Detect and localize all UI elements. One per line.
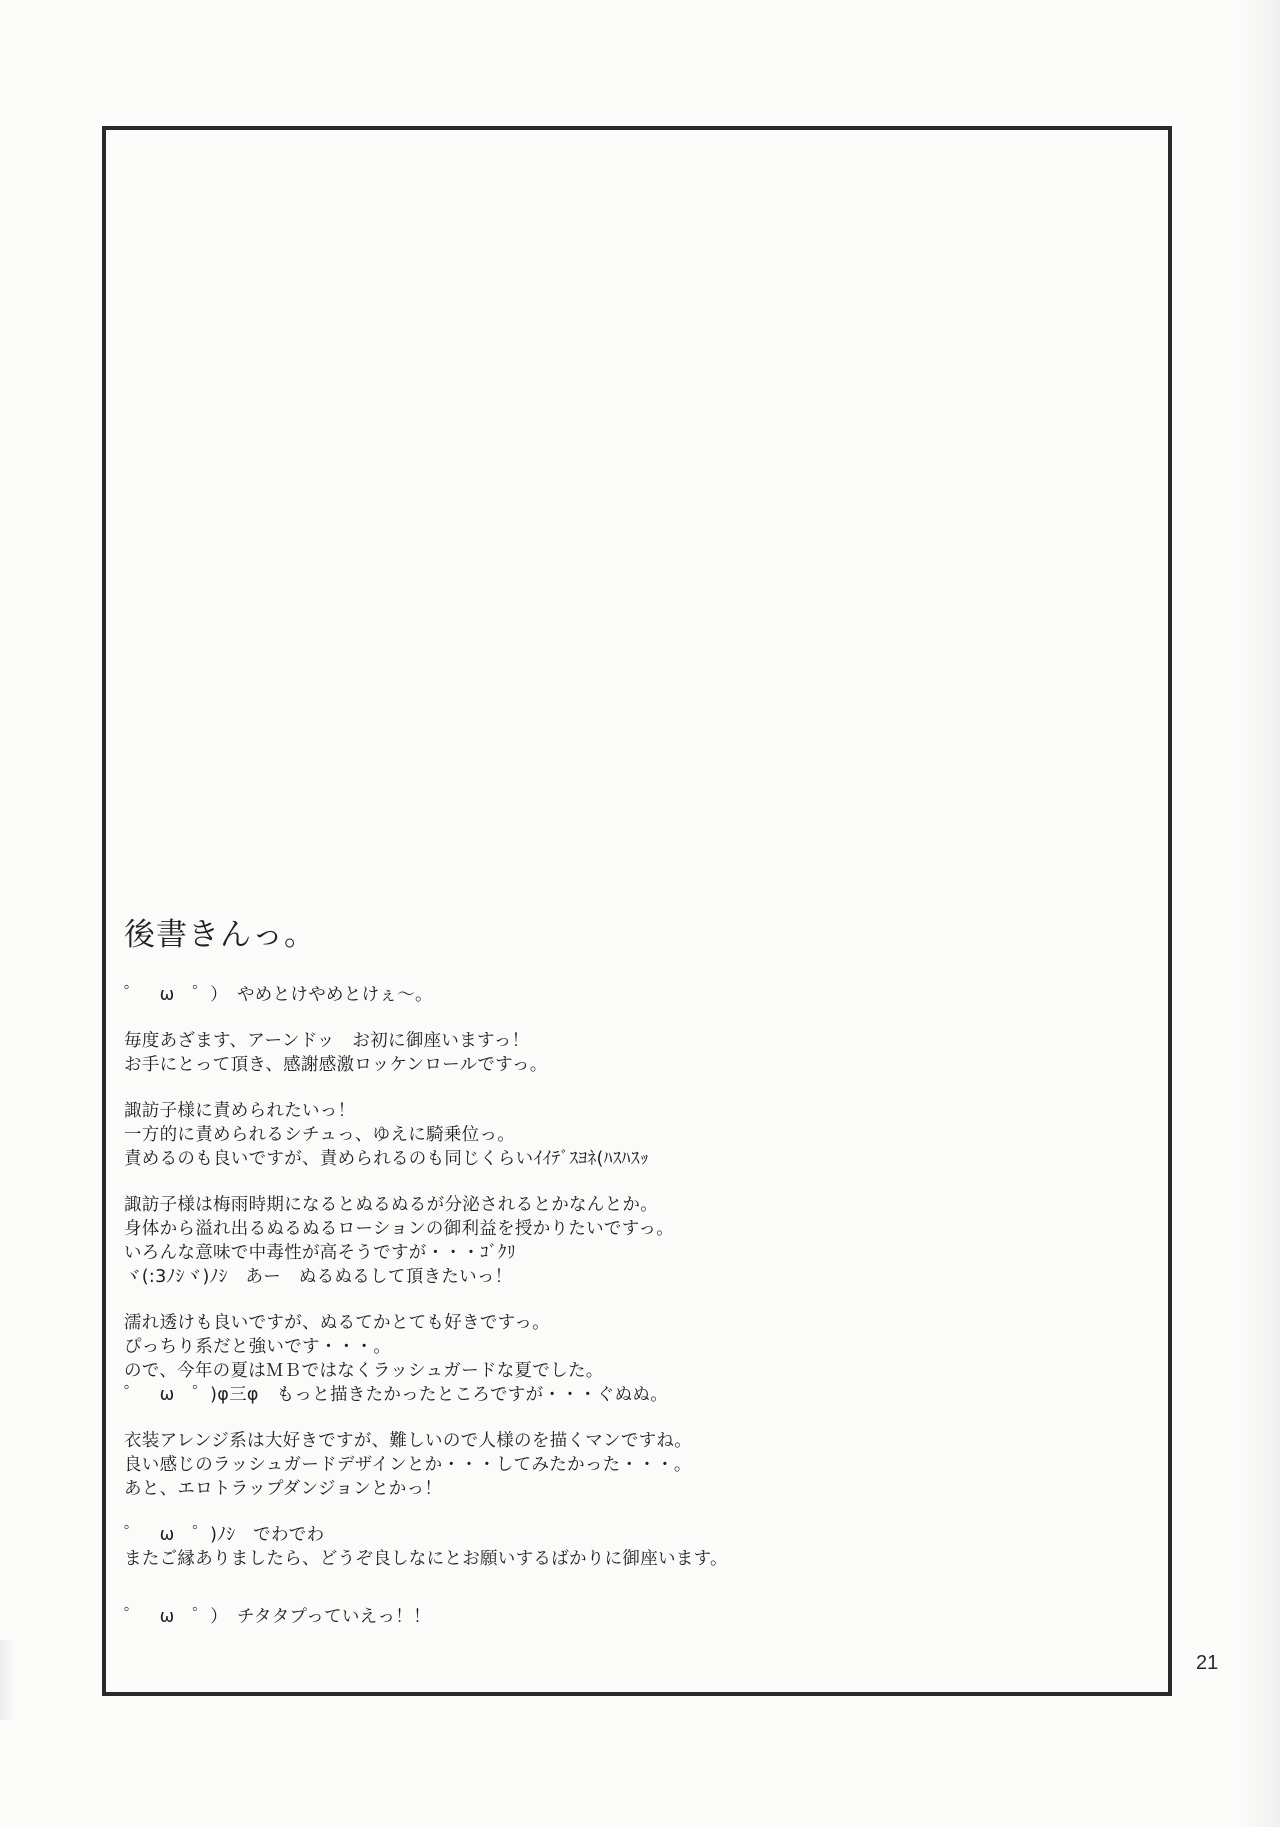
scan-smudge bbox=[0, 1640, 14, 1720]
text-line: 良い感じのラッシュガードデザインとか・・・してみたかった・・・。 bbox=[124, 1455, 692, 1475]
text-line: 諏訪子様は梅雨時期になるとぬるぬるが分泌されるとかなんとか。 bbox=[124, 1195, 658, 1215]
afterword-paragraph bbox=[124, 1029, 1134, 1077]
text-line: ヾ(:3ﾉｼヾ)ﾉｼ あー ぬるぬるして頂きたいっ！ bbox=[124, 1267, 513, 1287]
afterword-paragraph bbox=[124, 1099, 1134, 1171]
text-line: あと、エロトラップダンジョンとかっ！ bbox=[124, 1479, 443, 1499]
text-line: 毎度あざます、アーンドッ お初に御座いますっ！ bbox=[124, 1031, 530, 1051]
text-line: またご縁ありましたら、どうぞ良しなにとお願いするばかりに御座います。 bbox=[124, 1549, 728, 1569]
afterword-section bbox=[124, 915, 1134, 1651]
binding-shadow bbox=[1240, 0, 1280, 1827]
afterword-paragraph bbox=[124, 1193, 1134, 1289]
text-line: ゜ ω ゜） やめとけやめとけぇ～。 bbox=[124, 985, 433, 1005]
afterword-paragraph bbox=[124, 1311, 1134, 1407]
text-line: ので、今年の夏はＭＢではなくラッシュガードな夏でした。 bbox=[124, 1361, 604, 1381]
afterword-title: 後書きんっ。 bbox=[124, 917, 316, 953]
text-line: 濡れ透けも良いですが、ぬるてかとても好きですっ。 bbox=[124, 1313, 550, 1333]
afterword-paragraph bbox=[124, 983, 1134, 1007]
text-line: 諏訪子様に責められたいっ！ bbox=[124, 1101, 356, 1121]
afterword-paragraph bbox=[124, 1429, 1134, 1501]
text-line: 衣装アレンジ系は大好きですが、難しいので人様のを描くマンですね。 bbox=[124, 1431, 693, 1451]
text-line: 身体から溢れ出るぬるぬるローションの御利益を授かりたいですっ。 bbox=[124, 1219, 675, 1239]
text-line: ゜ ω ゜)ﾉｼ でわでわ bbox=[124, 1525, 325, 1545]
text-line: ゜ ω ゜)φ三φ もっと描きたかったところですが・・・ぐぬぬ。 bbox=[124, 1385, 668, 1405]
afterword-paragraph bbox=[124, 1523, 1134, 1571]
text-line: お手にとって頂き、感謝感激ロッケンロールですっ。 bbox=[124, 1055, 548, 1075]
text-line: いろんな意味で中毒性が高そうですが・・・ｺﾞｸﾘ bbox=[124, 1243, 516, 1263]
page-number: 21 bbox=[1196, 1652, 1219, 1674]
afterword-paragraph bbox=[124, 1605, 1134, 1629]
text-line: 責めるのも良いですが、責められるのも同じくらいｲｲﾃﾞｽﾖﾈ(ﾊｽﾊｽｯ bbox=[124, 1149, 649, 1169]
text-line: 一方的に責められるシチュっ、ゆえに騎乗位っ。 bbox=[124, 1125, 516, 1145]
text-line: ぴっちり系だと強いです・・・。 bbox=[124, 1337, 391, 1357]
text-line: ゜ ω ゜） チタタプっていえっ！！ bbox=[124, 1607, 431, 1627]
